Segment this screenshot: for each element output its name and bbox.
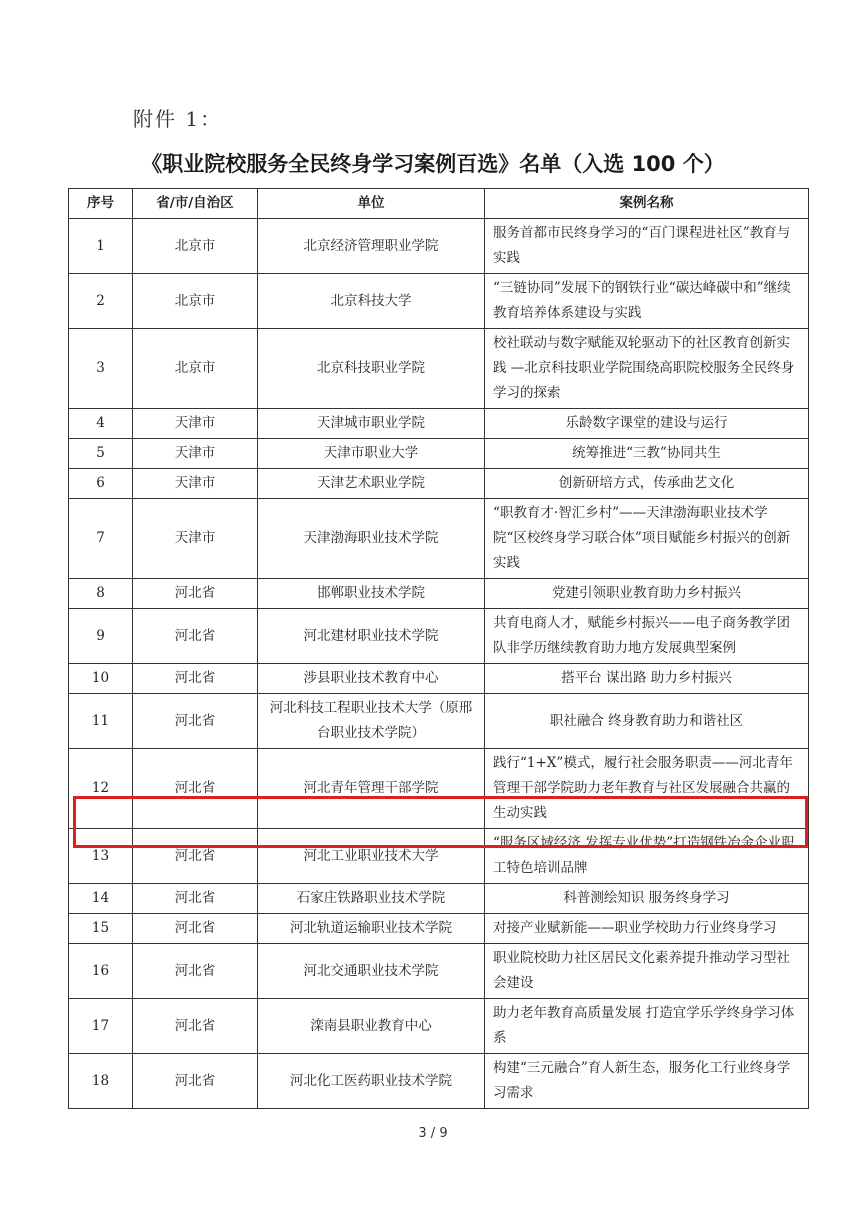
cell-region: 河北省 [133, 999, 258, 1054]
cell-case: 践行“1+X”模式，履行社会服务职责——河北青年管理干部学院助力老年教育与社区发展融合共赢的生动实践 [485, 749, 809, 829]
table-row [69, 914, 809, 944]
table-row [69, 664, 809, 694]
cell-unit: 石家庄铁路职业技术学院 [258, 884, 485, 914]
cell-no: 11 [69, 694, 133, 749]
table-row [69, 499, 809, 579]
document-title: 《职业院校服务全民终身学习案例百选》名单（入选 100 个） [141, 152, 725, 176]
cell-no: 5 [69, 439, 133, 469]
cell-case: 党建引领职业教育助力乡村振兴 [485, 579, 809, 609]
cell-no: 14 [69, 884, 133, 914]
table-row [69, 999, 809, 1054]
cell-case: 乐龄数字课堂的建设与运行 [485, 409, 809, 439]
cell-unit: 天津市职业大学 [258, 439, 485, 469]
cell-region: 北京市 [133, 219, 258, 274]
cell-no: 17 [69, 999, 133, 1054]
table-body [69, 219, 809, 1109]
cell-case: 职业院校助力社区居民文化素养提升推动学习型社会建设 [485, 944, 809, 999]
cell-unit: 北京经济管理职业学院 [258, 219, 485, 274]
cell-region: 河北省 [133, 579, 258, 609]
cell-region: 河北省 [133, 944, 258, 999]
cell-no: 4 [69, 409, 133, 439]
cell-case: “三链协同”发展下的钢铁行业“碳达峰碳中和”继续教育培养体系建设与实践 [485, 274, 809, 329]
cell-unit: 天津城市职业学院 [258, 409, 485, 439]
cell-case: “服务区域经济 发挥专业优势”打造钢铁冶金企业职工特色培训品牌 [485, 829, 809, 884]
cell-case: 构建“三元融合”育人新生态，服务化工行业终身学习需求 [485, 1054, 809, 1109]
cell-no: 9 [69, 609, 133, 664]
table-row [69, 944, 809, 999]
cell-region: 天津市 [133, 409, 258, 439]
cell-no: 10 [69, 664, 133, 694]
cell-unit: 河北工业职业技术大学 [258, 829, 485, 884]
cell-region: 河北省 [133, 914, 258, 944]
cell-unit: 北京科技职业学院 [258, 329, 485, 409]
header-no: 序号 [69, 189, 133, 219]
cell-case: 统筹推进“三教”协同共生 [485, 439, 809, 469]
cell-no: 15 [69, 914, 133, 944]
cell-region: 北京市 [133, 274, 258, 329]
cell-unit: 北京科技大学 [258, 274, 485, 329]
cell-no: 18 [69, 1054, 133, 1109]
table-row [69, 409, 809, 439]
cell-case: 对接产业赋新能——职业学校助力行业终身学习 [485, 914, 809, 944]
table-row [69, 1054, 809, 1109]
cell-no: 3 [69, 329, 133, 409]
table-row [69, 884, 809, 914]
cell-no: 2 [69, 274, 133, 329]
cell-case: 职社融合 终身教育助力和谐社区 [485, 694, 809, 749]
table-row [69, 329, 809, 409]
cell-region: 河北省 [133, 749, 258, 829]
cell-region: 河北省 [133, 1054, 258, 1109]
header-unit: 单位 [258, 189, 485, 219]
cell-no: 8 [69, 579, 133, 609]
cell-region: 北京市 [133, 329, 258, 409]
cell-no: 1 [69, 219, 133, 274]
table-row [69, 829, 809, 884]
cell-case: 服务首都市民终身学习的“百门课程进社区”教育与实践 [485, 219, 809, 274]
table-row [69, 439, 809, 469]
table-row [69, 749, 809, 829]
table-row [69, 219, 809, 274]
cell-unit: 河北青年管理干部学院 [258, 749, 485, 829]
table-header-row [69, 189, 809, 219]
attachment-label: 附件 1： [133, 107, 223, 131]
table-row [69, 579, 809, 609]
table-row [69, 694, 809, 749]
cell-region: 天津市 [133, 499, 258, 579]
cell-unit: 河北化工医药职业技术学院 [258, 1054, 485, 1109]
table-row [69, 609, 809, 664]
header-case: 案例名称 [485, 189, 809, 219]
cell-case: 校社联动与数字赋能双轮驱动下的社区教育创新实践 —北京科技职业学院围绕高职院校服务全民终身学习的探索 [485, 329, 809, 409]
table-row [69, 274, 809, 329]
cell-unit: 邯郸职业技术学院 [258, 579, 485, 609]
cell-case: 共育电商人才，赋能乡村振兴——电子商务教学团队非学历继续教育助力地方发展典型案例 [485, 609, 809, 664]
cell-no: 12 [69, 749, 133, 829]
cell-case: 科普测绘知识 服务终身学习 [485, 884, 809, 914]
cell-case: 搭平台 谋出路 助力乡村振兴 [485, 664, 809, 694]
cell-unit: 滦南县职业教育中心 [258, 999, 485, 1054]
cell-region: 天津市 [133, 439, 258, 469]
cell-no: 13 [69, 829, 133, 884]
header-region: 省/市/自治区 [133, 189, 258, 219]
cell-no: 16 [69, 944, 133, 999]
cell-region: 河北省 [133, 829, 258, 884]
cell-unit: 河北轨道运输职业技术学院 [258, 914, 485, 944]
cell-unit: 涉县职业技术教育中心 [258, 664, 485, 694]
cell-unit: 天津渤海职业技术学院 [258, 499, 485, 579]
cell-region: 天津市 [133, 469, 258, 499]
cell-unit: 河北交通职业技术学院 [258, 944, 485, 999]
cell-region: 河北省 [133, 884, 258, 914]
table-row [69, 469, 809, 499]
cell-region: 河北省 [133, 664, 258, 694]
cell-unit: 河北建材职业技术学院 [258, 609, 485, 664]
page-number: 3 / 9 [418, 1126, 448, 1141]
cell-unit: 天津艺术职业学院 [258, 469, 485, 499]
cell-unit: 河北科技工程职业技术大学（原邢台职业技术学院） [258, 694, 485, 749]
cell-no: 6 [69, 469, 133, 499]
cell-region: 河北省 [133, 694, 258, 749]
cell-no: 7 [69, 499, 133, 579]
cell-case: 助力老年教育高质量发展 打造宜学乐学终身学习体系 [485, 999, 809, 1054]
cell-case: 创新研培方式，传承曲艺文化 [485, 469, 809, 499]
cell-case: “职教育才·智汇乡村”——天津渤海职业技术学院“区校终身学习联合体”项目赋能乡村振兴的创新实践 [485, 499, 809, 579]
case-list-table [68, 188, 809, 1109]
cell-region: 河北省 [133, 609, 258, 664]
